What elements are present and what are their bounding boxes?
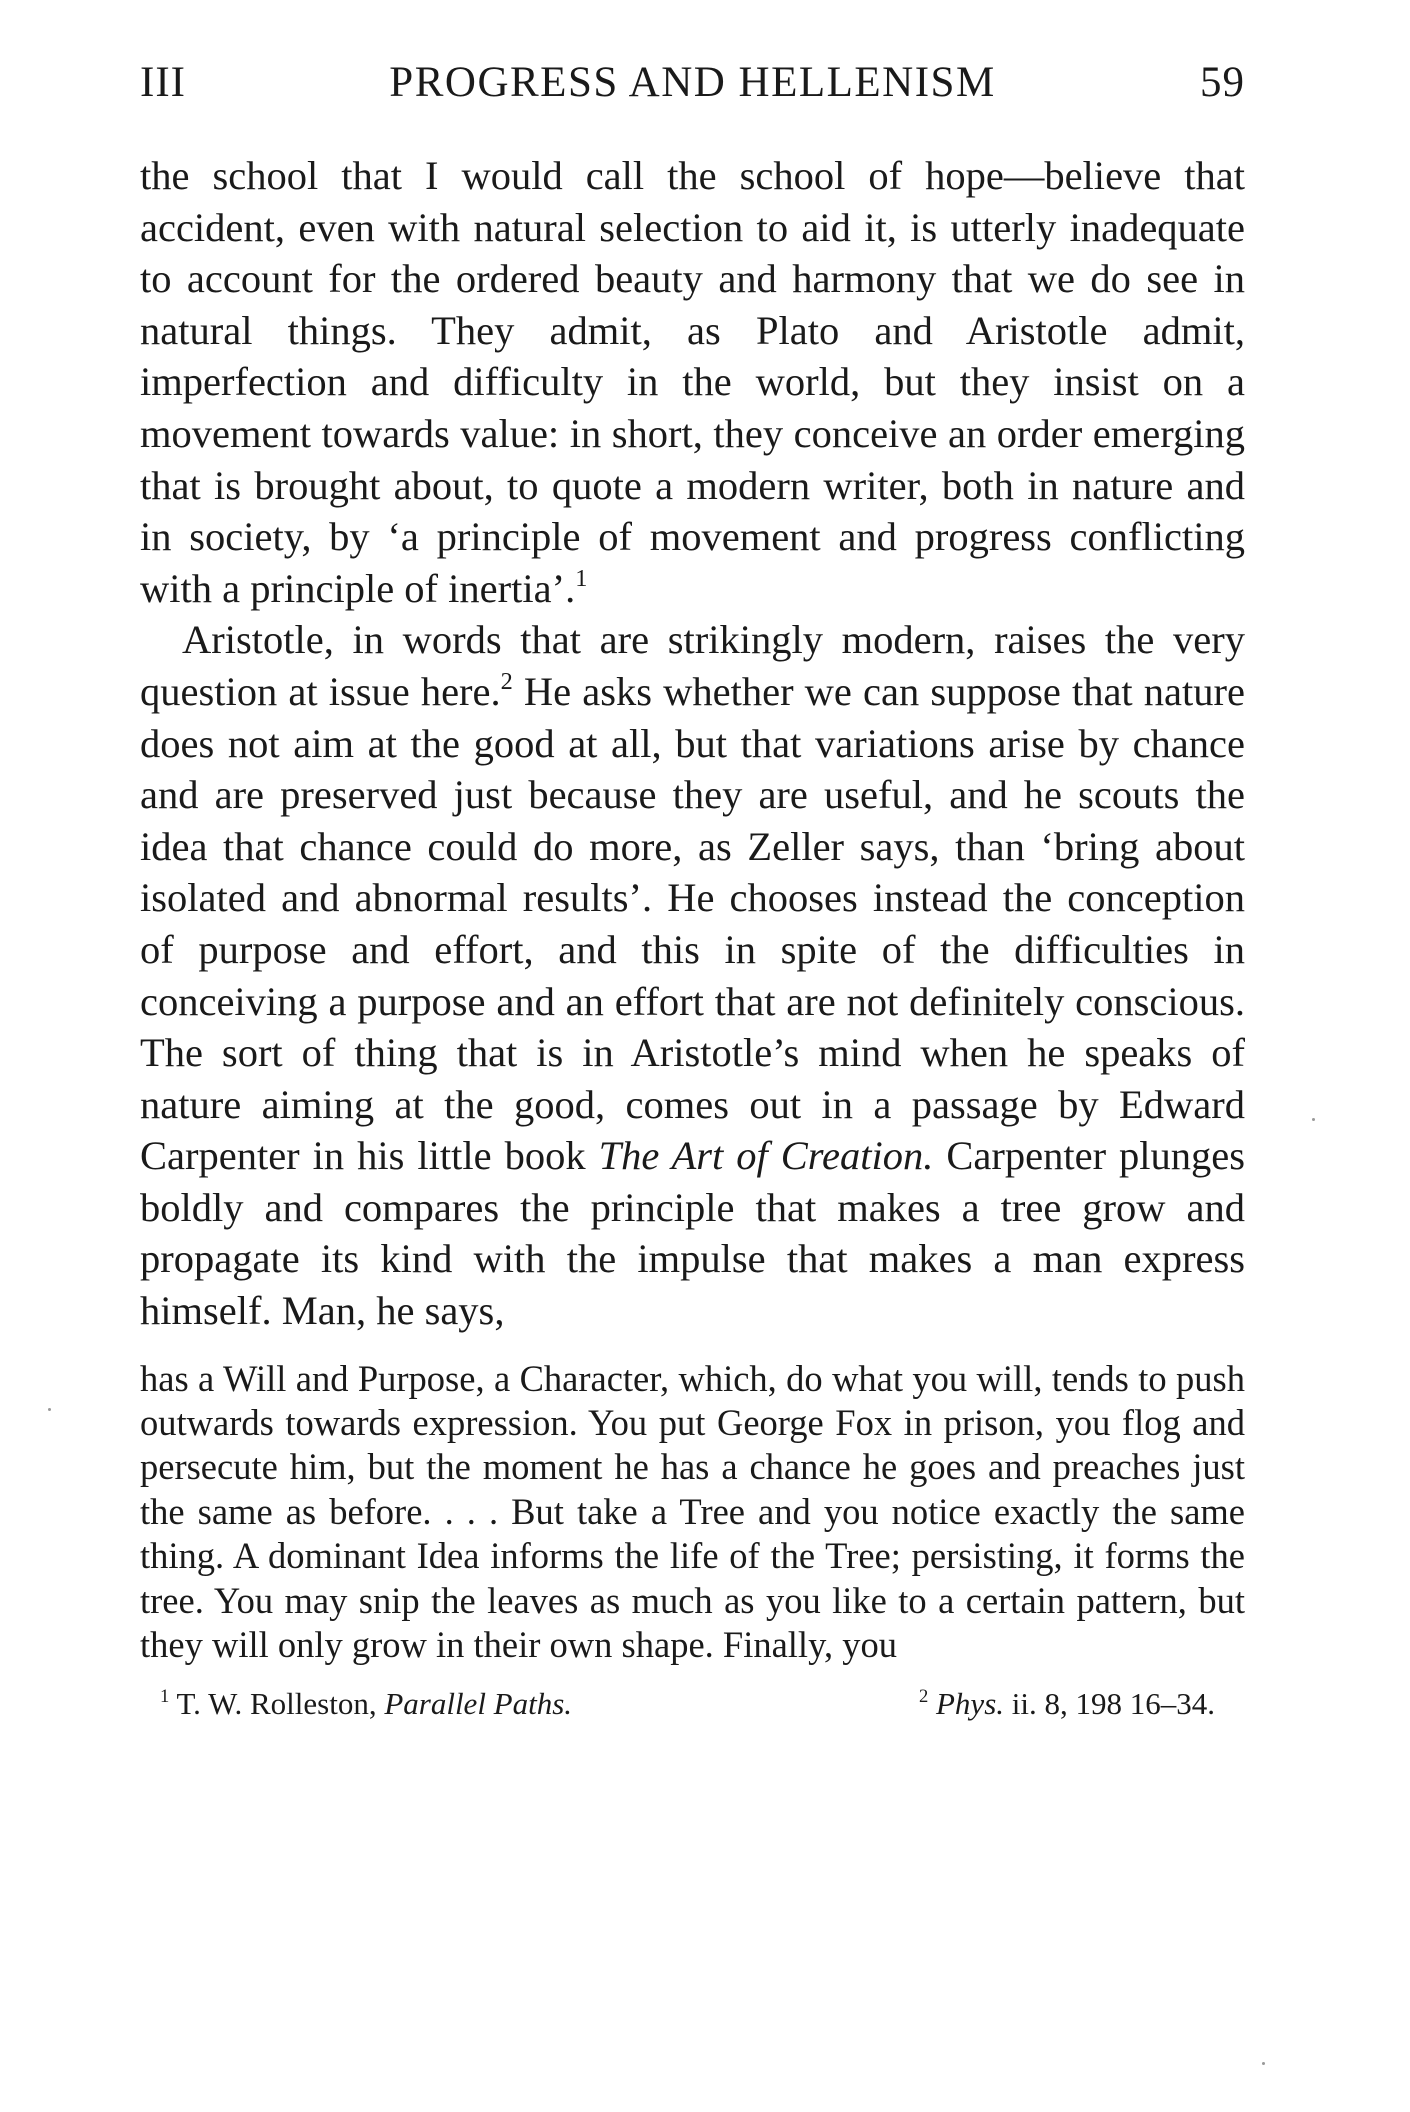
paragraph-text: Carpenter plunges boldly and compares the principle that makes a tree grow and propagate its kind with the impulse that makes a man express himself. Man, he says, [140, 1133, 1246, 1334]
footnote-title: Phys. [936, 1685, 1005, 1721]
paragraph-text: the school that I would call the school of hope—believe that accident, even with natural selection to aid it, is utterly inadequate to account for the ordered beauty and harmony that we do see in natural things. They admit, as Plato and Aristotle admit, imperfection and difficulty in the world, but they insist on a movement towards value: in short, they conceive an order emerging that is brought about, to quote a modern writer, both in nature and in society, by ‘a principle of movement and progress conflicting with a principle of inertia’. [140, 153, 1245, 611]
quote-text: has a Will and Purpose, a Character, which, do what you will, tends to push outwards towards expression. You put George Fox in prison, you flog and persecute him, but the moment he has a chance he goes and preaches just the same as before. . . . But take a Tree and you notice exactly the same thing. A dominant Idea informs the life of the Tree; persisting, it forms the tree. You may snip the leaves as much as you like to a certain pattern, but they will only grow in their own shape. Finally, you [140, 1357, 1245, 1666]
footnote-1 [160, 1686, 572, 1722]
paragraph [140, 614, 1245, 1336]
footnote-rest: ii. 8, 198 16–34. [1004, 1685, 1215, 1721]
chapter-number: III [140, 59, 186, 106]
book-page [140, 58, 1245, 1722]
running-title: PROGRESS AND HELLENISM [389, 59, 996, 106]
page-number: 59 [1200, 59, 1245, 106]
running-head [140, 58, 1245, 118]
footnote-ref: 2 [500, 668, 513, 696]
footnote-mark: 1 [160, 1685, 170, 1707]
block-quote [140, 1357, 1245, 1668]
scan-speck [1312, 1118, 1315, 1121]
footnote-ref: 1 [575, 564, 588, 592]
footnote-author: T. W. Rolleston, [176, 1685, 385, 1721]
footnote-title: Parallel Paths. [384, 1685, 573, 1721]
paragraph-text: Aristotle, in words that are strikingly modern, raises the very question at issue here. [140, 617, 1245, 714]
scan-speck [48, 1408, 51, 1411]
book-title: The Art of Creation. [598, 1133, 934, 1179]
scan-speck [1262, 2062, 1265, 2065]
footnote-2 [919, 1686, 1215, 1722]
paragraph [140, 150, 1245, 614]
footnote-mark: 2 [918, 1685, 929, 1707]
footnotes [140, 1686, 1245, 1722]
body-text [140, 150, 1245, 1337]
paragraph-text: He asks whether we can suppose that nature does not aim at the good at all, but that variations arise by chance and are preserved just because they are useful, and he scouts the idea that chance could do more, as Zeller says, than ‘bring about isolated and abnormal results’. He chooses instead the conception of purpose and effort, and this in spite of the difficulties in conceiving a purpose and an effort that are not definitely conscious. The sort of thing that is in Aristotle’s mind when he speaks of nature aiming at the good, comes out in a passage by Edward Carpenter in his little book [140, 668, 1245, 1179]
